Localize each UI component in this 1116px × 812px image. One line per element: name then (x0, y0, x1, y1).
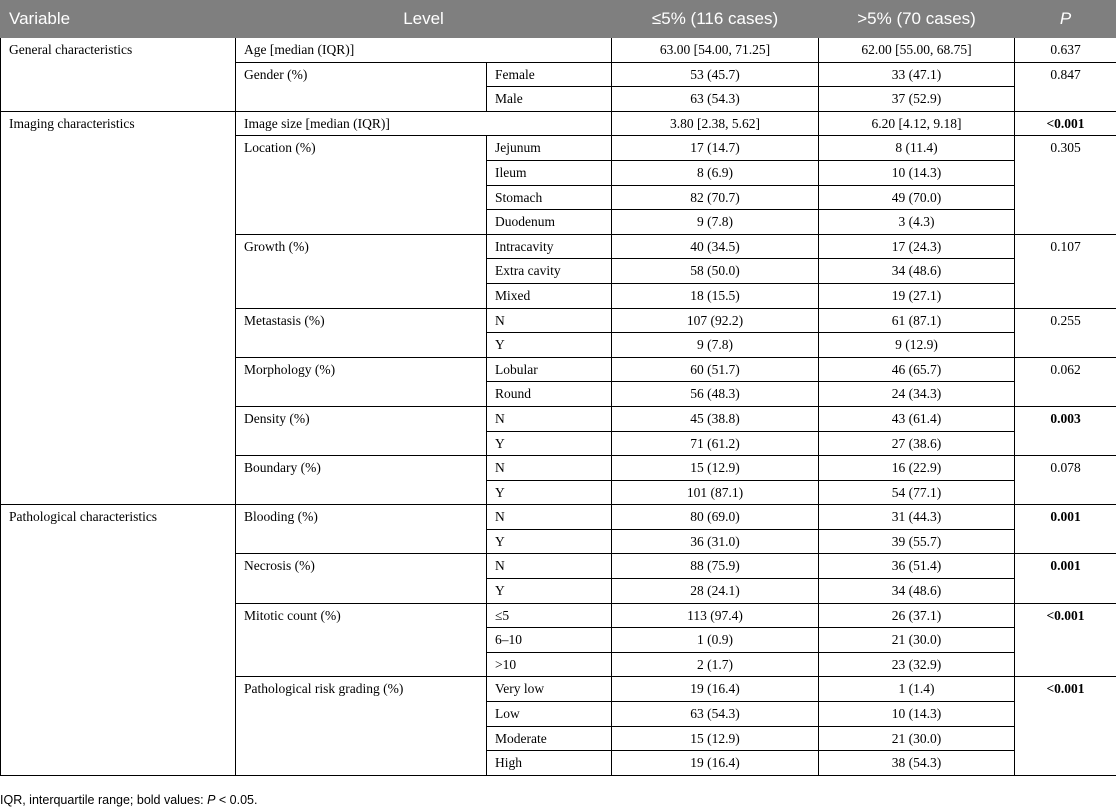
level-cell: N (487, 308, 612, 333)
level-cell: Y (487, 333, 612, 358)
low-group-value: 53 (45.7) (612, 62, 819, 87)
p-value: 0.001 (1015, 505, 1116, 554)
variable-label: Morphology (%) (236, 357, 487, 406)
low-group-value: 36 (31.0) (612, 529, 819, 554)
p-value: 0.003 (1015, 406, 1116, 455)
header-high-group: >5% (70 cases) (819, 1, 1015, 38)
variable-label: Blooding (%) (236, 505, 487, 554)
level-cell: Y (487, 480, 612, 505)
high-group-value: 34 (48.6) (819, 259, 1015, 284)
variable-label: Location (%) (236, 136, 487, 234)
header-p-value: P (1015, 1, 1116, 38)
low-group-value: 17 (14.7) (612, 136, 819, 161)
high-group-value: 3 (4.3) (819, 210, 1015, 235)
low-group-value: 63 (54.3) (612, 702, 819, 727)
high-group-value: 46 (65.7) (819, 357, 1015, 382)
level-cell: Lobular (487, 357, 612, 382)
high-group-value: 8 (11.4) (819, 136, 1015, 161)
p-value: 0.062 (1015, 357, 1116, 406)
high-group-value: 10 (14.3) (819, 160, 1015, 185)
footnote-suffix: < 0.05. (215, 793, 258, 807)
low-group-value: 28 (24.1) (612, 579, 819, 604)
table-footnote (0, 793, 257, 807)
variable-label: Age [median (IQR)] (236, 38, 612, 63)
low-group-value: 3.80 [2.38, 5.62] (612, 111, 819, 136)
high-group-value: 23 (32.9) (819, 652, 1015, 677)
variable-label: Image size [median (IQR)] (236, 111, 612, 136)
high-group-value: 31 (44.3) (819, 505, 1015, 530)
p-value: 0.001 (1015, 554, 1116, 603)
group-label: Pathological characteristics (1, 505, 236, 776)
high-group-value: 61 (87.1) (819, 308, 1015, 333)
high-group-value: 39 (55.7) (819, 529, 1015, 554)
low-group-value: 1 (0.9) (612, 628, 819, 653)
low-group-value: 56 (48.3) (612, 382, 819, 407)
low-group-value: 15 (12.9) (612, 726, 819, 751)
high-group-value: 19 (27.1) (819, 283, 1015, 308)
variable-label: Boundary (%) (236, 456, 487, 505)
low-group-value: 60 (51.7) (612, 357, 819, 382)
table-row (1, 111, 1116, 136)
low-group-value: 82 (70.7) (612, 185, 819, 210)
low-group-value: 2 (1.7) (612, 652, 819, 677)
variable-label: Metastasis (%) (236, 308, 487, 357)
header-low-group: ≤5% (116 cases) (612, 1, 819, 38)
high-group-value: 10 (14.3) (819, 702, 1015, 727)
level-cell: ≤5 (487, 603, 612, 628)
p-value: 0.305 (1015, 136, 1116, 234)
level-cell: Mixed (487, 283, 612, 308)
level-cell: Jejunum (487, 136, 612, 161)
high-group-value: 38 (54.3) (819, 751, 1015, 776)
variable-label: Mitotic count (%) (236, 603, 487, 677)
low-group-value: 8 (6.9) (612, 160, 819, 185)
variable-label: Gender (%) (236, 62, 487, 111)
variable-label: Pathological risk grading (%) (236, 677, 487, 775)
low-group-value: 63.00 [54.00, 71.25] (612, 38, 819, 63)
p-value: 0.637 (1015, 38, 1116, 63)
high-group-value: 6.20 [4.12, 9.18] (819, 111, 1015, 136)
high-group-value: 34 (48.6) (819, 579, 1015, 604)
level-cell: Stomach (487, 185, 612, 210)
level-cell: Y (487, 431, 612, 456)
level-cell: Round (487, 382, 612, 407)
level-cell: Duodenum (487, 210, 612, 235)
low-group-value: 107 (92.2) (612, 308, 819, 333)
level-cell: Low (487, 702, 612, 727)
header-variable: Variable (1, 1, 236, 38)
table-row (1, 38, 1116, 63)
level-cell: High (487, 751, 612, 776)
level-cell: N (487, 505, 612, 530)
low-group-value: 113 (97.4) (612, 603, 819, 628)
low-group-value: 63 (54.3) (612, 87, 819, 112)
low-group-value: 15 (12.9) (612, 456, 819, 481)
table-body (1, 38, 1116, 776)
level-cell: Extra cavity (487, 259, 612, 284)
high-group-value: 21 (30.0) (819, 628, 1015, 653)
level-cell: N (487, 406, 612, 431)
low-group-value: 19 (16.4) (612, 677, 819, 702)
p-value: 0.847 (1015, 62, 1116, 111)
low-group-value: 9 (7.8) (612, 333, 819, 358)
low-group-value: 19 (16.4) (612, 751, 819, 776)
high-group-value: 27 (38.6) (819, 431, 1015, 456)
header-level: Level (236, 1, 612, 38)
low-group-value: 58 (50.0) (612, 259, 819, 284)
high-group-value: 26 (37.1) (819, 603, 1015, 628)
level-cell: Ileum (487, 160, 612, 185)
high-group-value: 36 (51.4) (819, 554, 1015, 579)
high-group-value: 17 (24.3) (819, 234, 1015, 259)
high-group-value: 33 (47.1) (819, 62, 1015, 87)
high-group-value: 62.00 [55.00, 68.75] (819, 38, 1015, 63)
high-group-value: 54 (77.1) (819, 480, 1015, 505)
level-cell: >10 (487, 652, 612, 677)
high-group-value: 37 (52.9) (819, 87, 1015, 112)
high-group-value: 16 (22.9) (819, 456, 1015, 481)
p-value: 0.107 (1015, 234, 1116, 308)
level-cell: Y (487, 579, 612, 604)
level-cell: N (487, 554, 612, 579)
high-group-value: 49 (70.0) (819, 185, 1015, 210)
variable-label: Density (%) (236, 406, 487, 455)
level-cell: Y (487, 529, 612, 554)
header-row (1, 1, 1116, 38)
low-group-value: 9 (7.8) (612, 210, 819, 235)
high-group-value: 9 (12.9) (819, 333, 1015, 358)
group-label: Imaging characteristics (1, 111, 236, 505)
level-cell: N (487, 456, 612, 481)
level-cell: Moderate (487, 726, 612, 751)
low-group-value: 80 (69.0) (612, 505, 819, 530)
p-value: 0.078 (1015, 456, 1116, 505)
high-group-value: 24 (34.3) (819, 382, 1015, 407)
low-group-value: 71 (61.2) (612, 431, 819, 456)
level-cell: 6–10 (487, 628, 612, 653)
high-group-value: 21 (30.0) (819, 726, 1015, 751)
high-group-value: 1 (1.4) (819, 677, 1015, 702)
low-group-value: 45 (38.8) (612, 406, 819, 431)
high-group-value: 43 (61.4) (819, 406, 1015, 431)
low-group-value: 18 (15.5) (612, 283, 819, 308)
p-value: <0.001 (1015, 603, 1116, 677)
variable-label: Growth (%) (236, 234, 487, 308)
level-cell: Male (487, 87, 612, 112)
level-cell: Very low (487, 677, 612, 702)
level-cell: Female (487, 62, 612, 87)
p-value: <0.001 (1015, 111, 1116, 136)
p-value: 0.255 (1015, 308, 1116, 357)
low-group-value: 88 (75.9) (612, 554, 819, 579)
variable-label: Necrosis (%) (236, 554, 487, 603)
footnote-prefix: IQR, interquartile range; bold values: (0, 793, 208, 807)
p-value: <0.001 (1015, 677, 1116, 775)
table-row (1, 505, 1116, 530)
group-label: General characteristics (1, 38, 236, 112)
level-cell: Intracavity (487, 234, 612, 259)
footnote-p: P (207, 793, 216, 807)
low-group-value: 101 (87.1) (612, 480, 819, 505)
low-group-value: 40 (34.5) (612, 234, 819, 259)
